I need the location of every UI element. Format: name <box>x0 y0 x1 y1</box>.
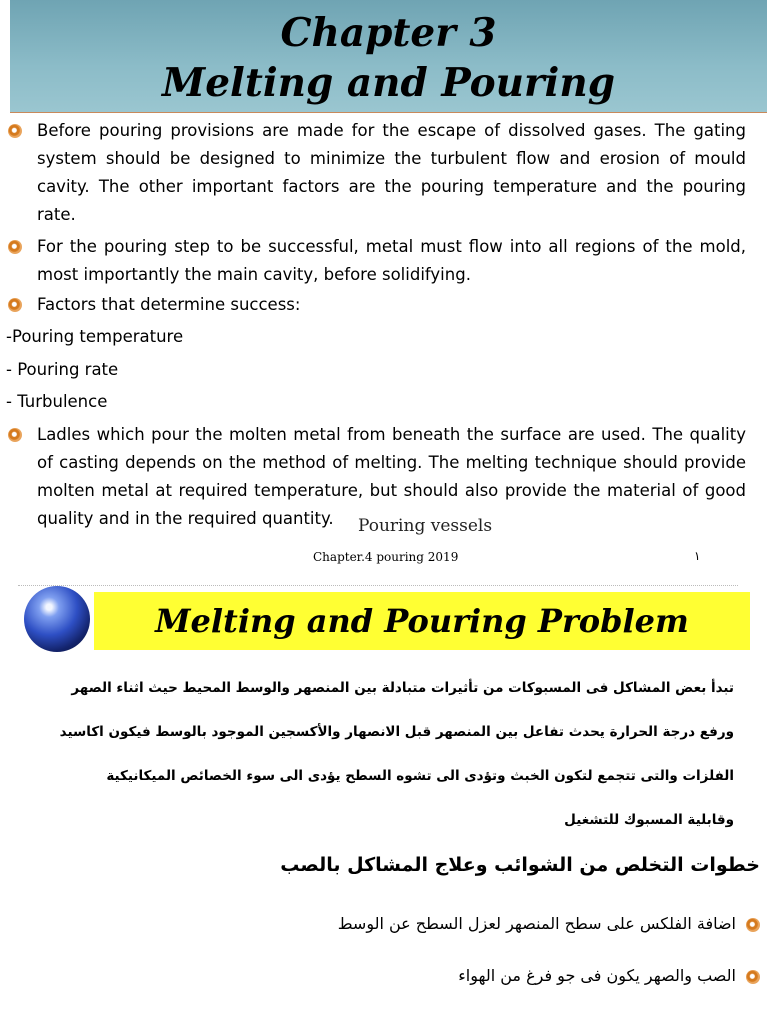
arabic-bullet-item <box>458 966 760 985</box>
image-caption: Pouring vessels <box>358 516 493 536</box>
bullet-icon <box>746 918 760 932</box>
factor-item: - Pouring rate <box>6 360 119 379</box>
bullet-icon <box>8 240 22 254</box>
bullet-text: Before pouring provisions are made for the escape of dissolved gases. The gating system should be designed to minimize the turbulent flow and erosion of mould cavity. The other important factors are the pouring temperature and the pouring rate. <box>37 121 746 224</box>
chapter-subtitle: Melting and Pouring <box>162 60 615 106</box>
arabic-paragraph <box>59 666 734 842</box>
page-number: ١ <box>694 549 701 563</box>
chapter-title-band <box>10 0 767 113</box>
bullet-text: Factors that determine success: <box>37 295 301 314</box>
globe-icon <box>24 586 90 652</box>
bullet-icon <box>8 428 22 442</box>
arabic-paragraph-line: الفلزات والتى تتجمع لتكون الخبث وتؤدى الى تشوه السطح يؤدى الى سوء الخصائص الميكانيكية <box>106 768 734 784</box>
slide-title-band <box>94 592 750 650</box>
bullet-icon <box>746 970 760 984</box>
bullet-item <box>8 291 746 319</box>
arabic-paragraph-line: وقابلية المسبوك للتشغيل <box>564 812 734 828</box>
bullet-text: Ladles which pour the molten metal from beneath the surface are used. The quality of casting depends on the method of melting. The melting technique should provide molten metal at required temperature, but should also provide the material of good quality and in the required quantity. <box>37 425 746 528</box>
slide-title: Melting and Pouring Problem <box>155 602 689 640</box>
bullet-icon <box>8 124 22 138</box>
bullet-item <box>8 233 746 289</box>
bullet-icon <box>8 298 22 312</box>
arabic-paragraph-line: ورفع درجة الحرارة يحدث تفاعل بين المنصهر قبل الانصهار والأكسجين الموجود بالوسط فيكون اكاسيد <box>59 724 734 740</box>
arabic-bullet-item <box>338 914 760 933</box>
factor-item: -Pouring temperature <box>6 327 184 346</box>
slide-separator <box>18 585 738 587</box>
arabic-bullet-text: اضافة الفلكس على سطح المنصهر لعزل السطح عن الوسط <box>337 914 736 933</box>
bullet-text: For the pouring step to be successful, metal must flow into all regions of the mold, most importantly the main cavity, before solidifying. <box>37 237 746 284</box>
arabic-bullet-text: الصب والصهر يكون فى جو فرغ من الهواء <box>458 966 736 985</box>
bullet-item <box>8 117 746 229</box>
arabic-paragraph-line: تبدأ بعض المشاكل فى المسبوكات من تأثيرات متبادلة بين المنصهر والوسط المحيط حيث اثناء الصهر <box>71 680 734 696</box>
slide-footer: Chapter.4 pouring 2019 <box>313 550 459 564</box>
chapter-title: Chapter 3 <box>280 10 497 56</box>
factor-item: - Turbulence <box>6 392 108 411</box>
arabic-heading: خطوات التخلص من الشوائب وعلاج المشاكل بالصب <box>280 854 760 876</box>
